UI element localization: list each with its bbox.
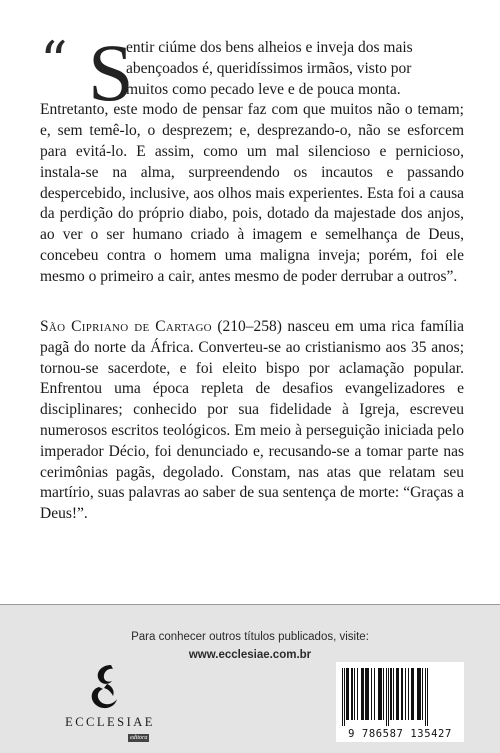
- barcode-bars: [340, 668, 460, 726]
- barcode-bar: [361, 668, 363, 720]
- barcode-bar: [401, 668, 403, 720]
- barcode-bar: [367, 668, 369, 720]
- publisher-footer: [0, 605, 500, 753]
- barcode-bar: [393, 668, 394, 720]
- author-bio-text: (210–258) nasceu em uma rica família pagã do norte da África. Converteu-se ao cristianismo aos 35 anos; tornou-se sacerdote, e foi eleito bispo por aclamação popular. Enfrentou uma época repleta de desafios evangelizadores e disciplinares; conhecido por sua fidelidade à Igreja, escreveu numerosos escritos teológicos. Em meio à perseguição iniciada pelo imperador Décio, foi denunciado e, recusando-se a tomar parte nas cerimônias pagãs, degolado. Constam, nas atas que relatam seu martírio, suas palavras ao saber de sua sentença de morte: “Graças a Deus!”.: [40, 318, 464, 523]
- author-bio: [40, 317, 464, 525]
- barcode-bar: [417, 668, 419, 720]
- opening-quote-mark: “: [40, 30, 66, 93]
- barcode-bar: [425, 668, 426, 726]
- barcode-bar: [346, 668, 348, 720]
- barcode-bar: [419, 668, 421, 720]
- isbn-number: 9 786587 135427: [348, 728, 452, 740]
- barcode-bar: [344, 668, 345, 726]
- barcode-bar: [396, 668, 398, 720]
- drop-cap: S: [88, 27, 134, 118]
- barcode-bar: [342, 668, 343, 726]
- barcode-bar: [351, 668, 353, 720]
- barcode-bar: [398, 668, 399, 720]
- quote-body: Entretanto, este modo de pensar faz com que muitos não o temam; e, sem temê-lo, o desprezem; e, desprezando-o, não se esforcem para evitá-lo. E assim, como um mal silencioso e pernicioso, instala-se na alma, surpreendendo os incautos e passando despercebido, inclusive, aos olhos mais experientes. Esta foi a causa da perdição do próprio diabo, pois, dotado da majestade dos anjos, ao ver o ser humano criado à imagem e semelhança de Deus, concebeu contra o homem uma maligna inveja; porém, foi ele mesmo o primeiro a cair, antes mesmo de poder derrubar a outros”.: [40, 101, 464, 285]
- barcode-bar: [411, 668, 413, 720]
- barcode-bar: [408, 668, 409, 720]
- barcode-bar: [386, 668, 387, 726]
- ecclesiae-logo-icon: [85, 661, 125, 711]
- barcode-bar: [378, 668, 380, 720]
- barcode-bar: [413, 668, 414, 720]
- quote-line-1: entir ciúme dos bens alheios e inveja dos mais: [126, 39, 413, 56]
- quote-block: [40, 27, 464, 288]
- barcode-bar: [374, 668, 375, 720]
- barcode-bar: [363, 668, 364, 720]
- quote-line-3: muitos como pecado leve e de pouca monta.: [126, 80, 401, 98]
- barcode-bar: [388, 668, 389, 726]
- barcode-bar: [390, 668, 392, 720]
- barcode-bar: [371, 668, 372, 720]
- barcode-bar: [422, 668, 423, 720]
- barcode-bar: [380, 668, 382, 720]
- quote-line-2: abençoados é, queridíssimos irmãos, visto por: [126, 59, 412, 77]
- barcode-bar: [348, 668, 349, 720]
- website-link[interactable]: www.ecclesiae.com.br: [188, 649, 312, 661]
- cta-text: Para conhecer outros títulos publicados, visite:: [131, 631, 369, 643]
- barcode-bar: [354, 668, 355, 720]
- imprint-label: editora: [130, 735, 148, 741]
- barcode-bar: [357, 668, 358, 720]
- author-name: São Cipriano de Cartago: [40, 318, 212, 335]
- barcode-bar: [427, 668, 428, 726]
- publisher-name: ECCLESIAE: [65, 715, 155, 729]
- isbn-barcode: [336, 662, 464, 742]
- barcode-bar: [405, 668, 406, 720]
- barcode-bar: [365, 668, 367, 720]
- cta-block: [0, 628, 500, 664]
- barcode-bar: [383, 668, 384, 720]
